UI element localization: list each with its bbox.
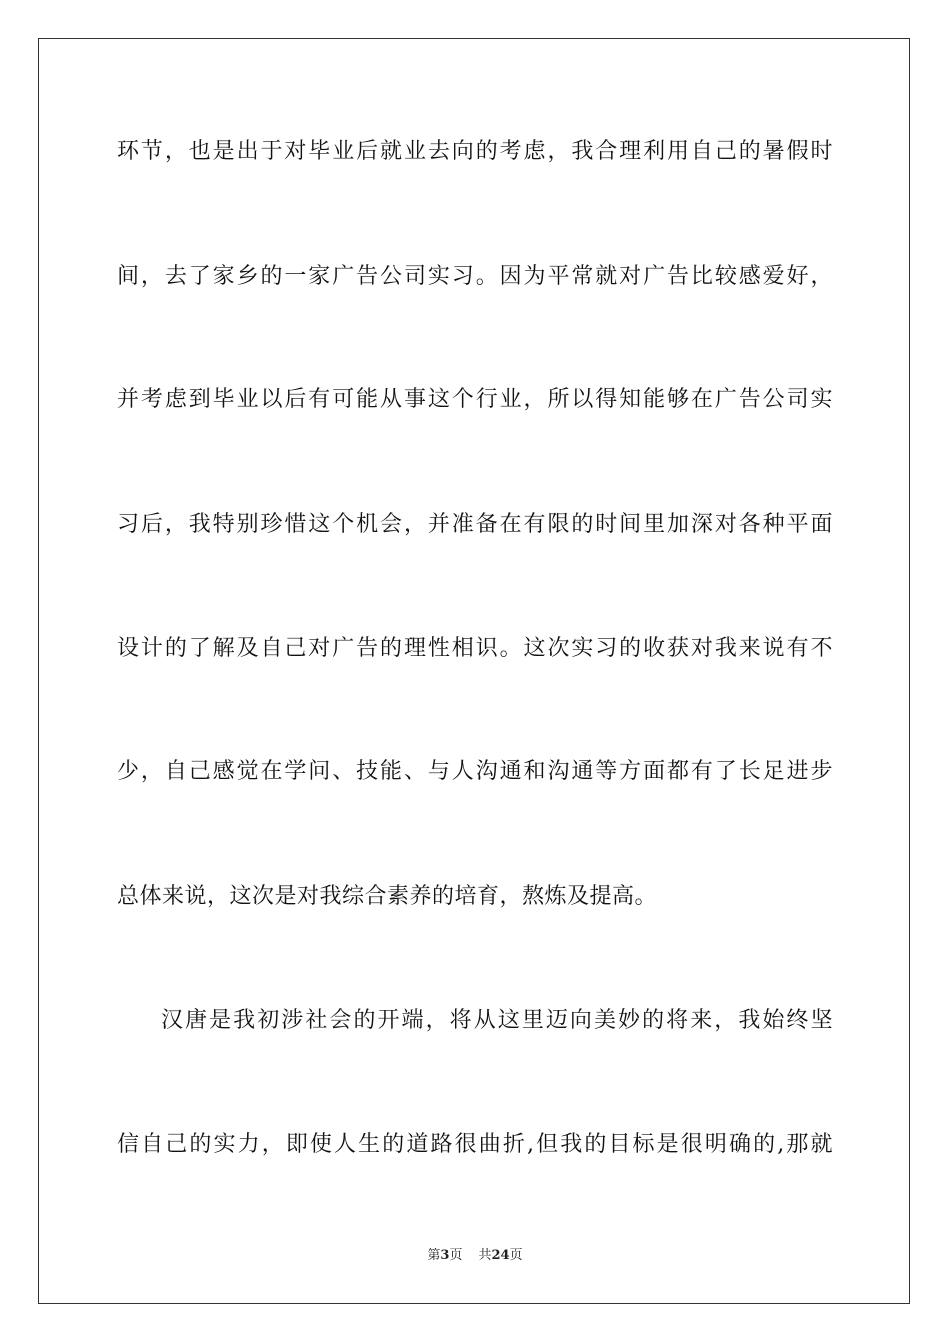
footer-total-number: 24: [491, 1248, 510, 1263]
text-line-4: 习后，我特别珍惜这个机会，并准备在有限的时间里加深对各种平面: [117, 512, 833, 537]
footer-page-number: 3: [440, 1248, 450, 1263]
footer-total-suffix: 页: [509, 1248, 523, 1263]
text-line-7: 总体来说，这次是对我综合素养的培育，熬炼及提高。: [117, 884, 658, 909]
text-line-8: 汉唐是我初涉社会的开端，将从这里迈向美妙的将来，我始终坚: [161, 1008, 833, 1033]
text-line-1: 环节，也是出于对毕业后就业去向的考虑，我合理利用自己的暑假时: [117, 139, 833, 164]
footer-page-suffix: 页: [449, 1248, 463, 1263]
page-footer: [0, 1247, 950, 1265]
text-line-9: 信自己的实力，即使人生的道路很曲折,但我的目标是很明确的,那就: [117, 1132, 833, 1157]
text-line-3: 并考虑到毕业以后有可能从事这个行业，所以得知能够在广告公司实: [117, 387, 833, 412]
text-line-6: 少，自己感觉在学问、技能、与人沟通和沟通等方面都有了长足进步: [117, 759, 833, 784]
page-frame: [38, 38, 910, 1304]
footer-total-prefix: 共: [478, 1248, 492, 1263]
text-line-2: 间，去了家乡的一家广告公司实习。因为平常就对广告比较感爱好，: [117, 264, 833, 289]
text-line-5: 设计的了解及自己对广告的理性相识。这次实习的收获对我来说有不: [117, 636, 833, 661]
footer-page-prefix: 第: [427, 1248, 441, 1263]
